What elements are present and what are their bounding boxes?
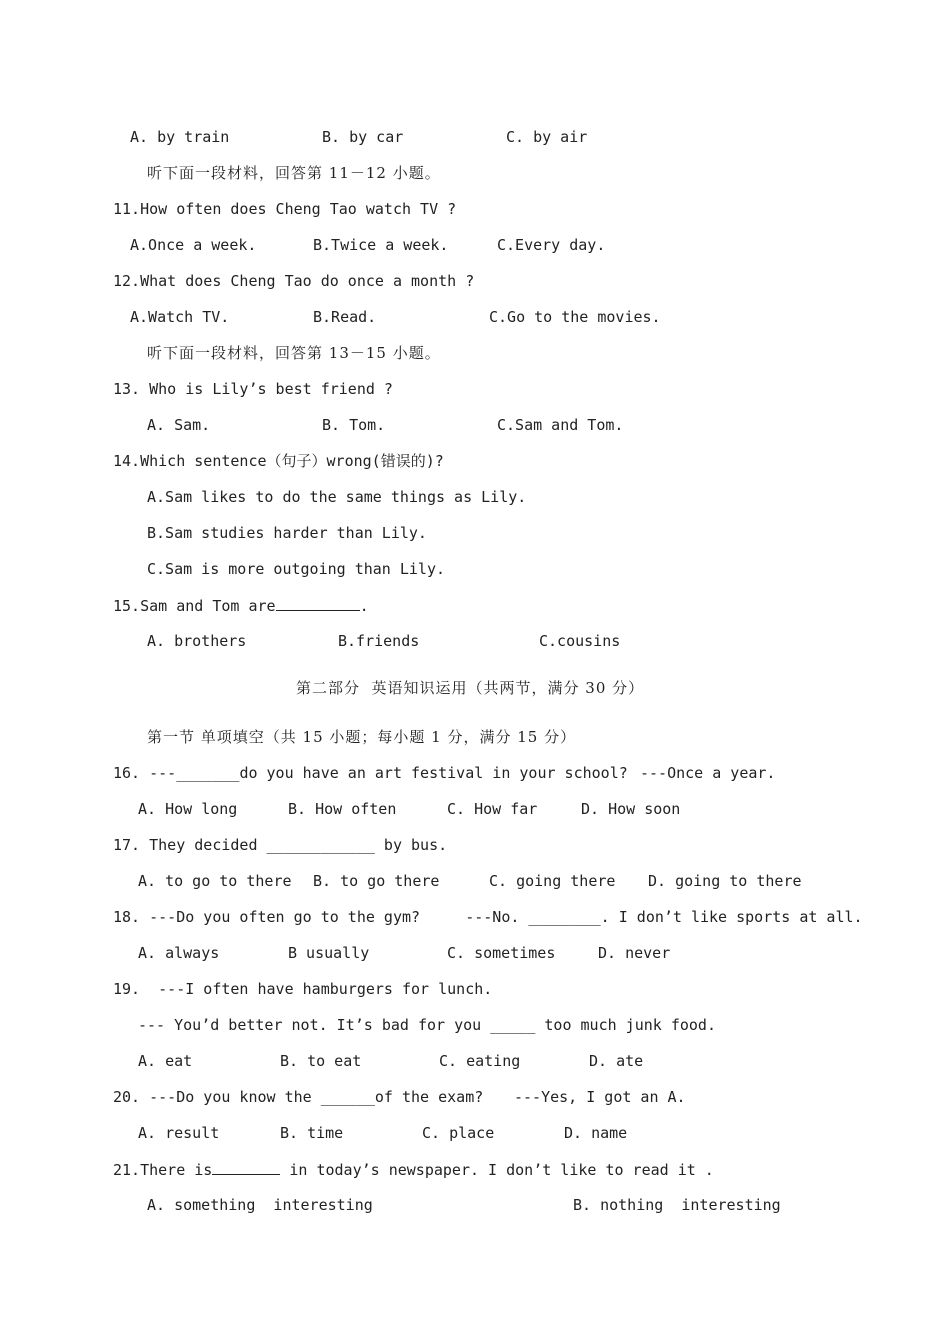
q18-option-c: C. sometimes xyxy=(447,944,556,962)
q16-option-a: A. How long xyxy=(138,800,238,818)
q18-option-b: B usually xyxy=(288,944,370,962)
instruction-13-15: 听下面一段材料，回答第 13－15 小题。 xyxy=(147,344,441,362)
part2-title: 第二部分 英语知识运用（共两节，满分 30 分） xyxy=(296,679,645,697)
q19-option-a: A. eat xyxy=(138,1052,193,1070)
q11-option-a: A.Once a week. xyxy=(130,236,257,254)
q19-stem: 19. ---I often have hamburgers for lunch. xyxy=(113,980,493,998)
q15-option-b: B.friends xyxy=(338,632,420,650)
q21-stem-end: in today’s newspaper. I don’t like to read it . xyxy=(280,1161,714,1179)
q20-stem: 20. ---Do you know the ______of the exam? xyxy=(113,1088,484,1106)
q17-option-b: B. to go there xyxy=(313,872,440,890)
q12-option-b: B.Read. xyxy=(313,308,377,326)
q16-text: do you have an art festival in your school? xyxy=(239,764,628,782)
q19-option-c: C. eating xyxy=(439,1052,521,1070)
q15-stem xyxy=(113,596,369,615)
instruction-11-12: 听下面一段材料，回答第 11－12 小题。 xyxy=(147,164,441,182)
q20-option-d: D. name xyxy=(564,1124,628,1142)
q16-reply: ---Once a year. xyxy=(640,764,776,782)
q14-option-a: A.Sam likes to do the same things as Lily. xyxy=(147,488,527,506)
q17-option-a: A. to go to there xyxy=(138,872,292,890)
q10-option-a: A. by train xyxy=(130,128,230,146)
q17-stem: 17. They decided ____________ by bus. xyxy=(113,836,448,854)
q17-option-d: D. going to there xyxy=(648,872,802,890)
q21-option-b: B. nothing interesting xyxy=(573,1196,781,1214)
q19-reply: --- You’d better not. It’s bad for you _____ too much junk food. xyxy=(138,1016,716,1034)
q15-stem-text: 15.Sam and Tom are xyxy=(113,597,276,615)
q16-stem xyxy=(113,764,628,782)
q21-option-a: A. something interesting xyxy=(147,1196,373,1214)
q15-answer-blank xyxy=(276,596,360,611)
q14-option-b: B.Sam studies harder than Lily. xyxy=(147,524,427,542)
q20-option-a: A. result xyxy=(138,1124,220,1142)
q13-stem: 13. Who is Lily’s best friend ? xyxy=(113,380,393,398)
q20-option-c: C. place xyxy=(422,1124,495,1142)
q13-option-c: C.Sam and Tom. xyxy=(497,416,624,434)
q10-option-c: C. by air xyxy=(506,128,588,146)
q12-option-c: C.Go to the movies. xyxy=(489,308,661,326)
q16-blank: _______ xyxy=(176,764,240,782)
q19-option-b: B. to eat xyxy=(280,1052,362,1070)
q16-number: 16. --- xyxy=(113,764,177,782)
q10-option-b: B. by car xyxy=(322,128,404,146)
q12-option-a: A.Watch TV. xyxy=(130,308,230,326)
q21-stem xyxy=(113,1160,714,1179)
q20-reply: ---Yes, I got an A. xyxy=(514,1088,686,1106)
q16-option-b: B. How often xyxy=(288,800,397,818)
q12-stem: 12.What does Cheng Tao do once a month ? xyxy=(113,272,475,290)
q11-option-c: C.Every day. xyxy=(497,236,606,254)
q16-option-d: D. How soon xyxy=(581,800,681,818)
q15-option-a: A. brothers xyxy=(147,632,247,650)
q13-option-a: A. Sam. xyxy=(147,416,211,434)
q18-stem: 18. ---Do you often go to the gym? ---No. ________. I don’t like sports at all. xyxy=(113,908,863,926)
q19-option-d: D. ate xyxy=(589,1052,644,1070)
q17-option-c: C. going there xyxy=(489,872,616,890)
q16-option-c: C. How far xyxy=(447,800,538,818)
q21-answer-blank xyxy=(212,1160,280,1175)
q15-option-c: C.cousins xyxy=(539,632,621,650)
q18-option-d: D. never xyxy=(598,944,671,962)
q14-option-c: C.Sam is more outgoing than Lily. xyxy=(147,560,446,578)
q20-option-b: B. time xyxy=(280,1124,344,1142)
section1-title: 第一节 单项填空（共 15 小题；每小题 1 分，满分 15 分） xyxy=(147,728,577,746)
q18-option-a: A. always xyxy=(138,944,220,962)
q13-option-b: B. Tom. xyxy=(322,416,386,434)
q21-stem-text: 21.There is xyxy=(113,1161,213,1179)
q15-stem-end: . xyxy=(359,597,369,615)
q14-stem: 14.Which sentence（句子）wrong(错误的)? xyxy=(113,452,444,470)
q11-stem: 11.How often does Cheng Tao watch TV ? xyxy=(113,200,457,218)
q11-option-b: B.Twice a week. xyxy=(313,236,449,254)
